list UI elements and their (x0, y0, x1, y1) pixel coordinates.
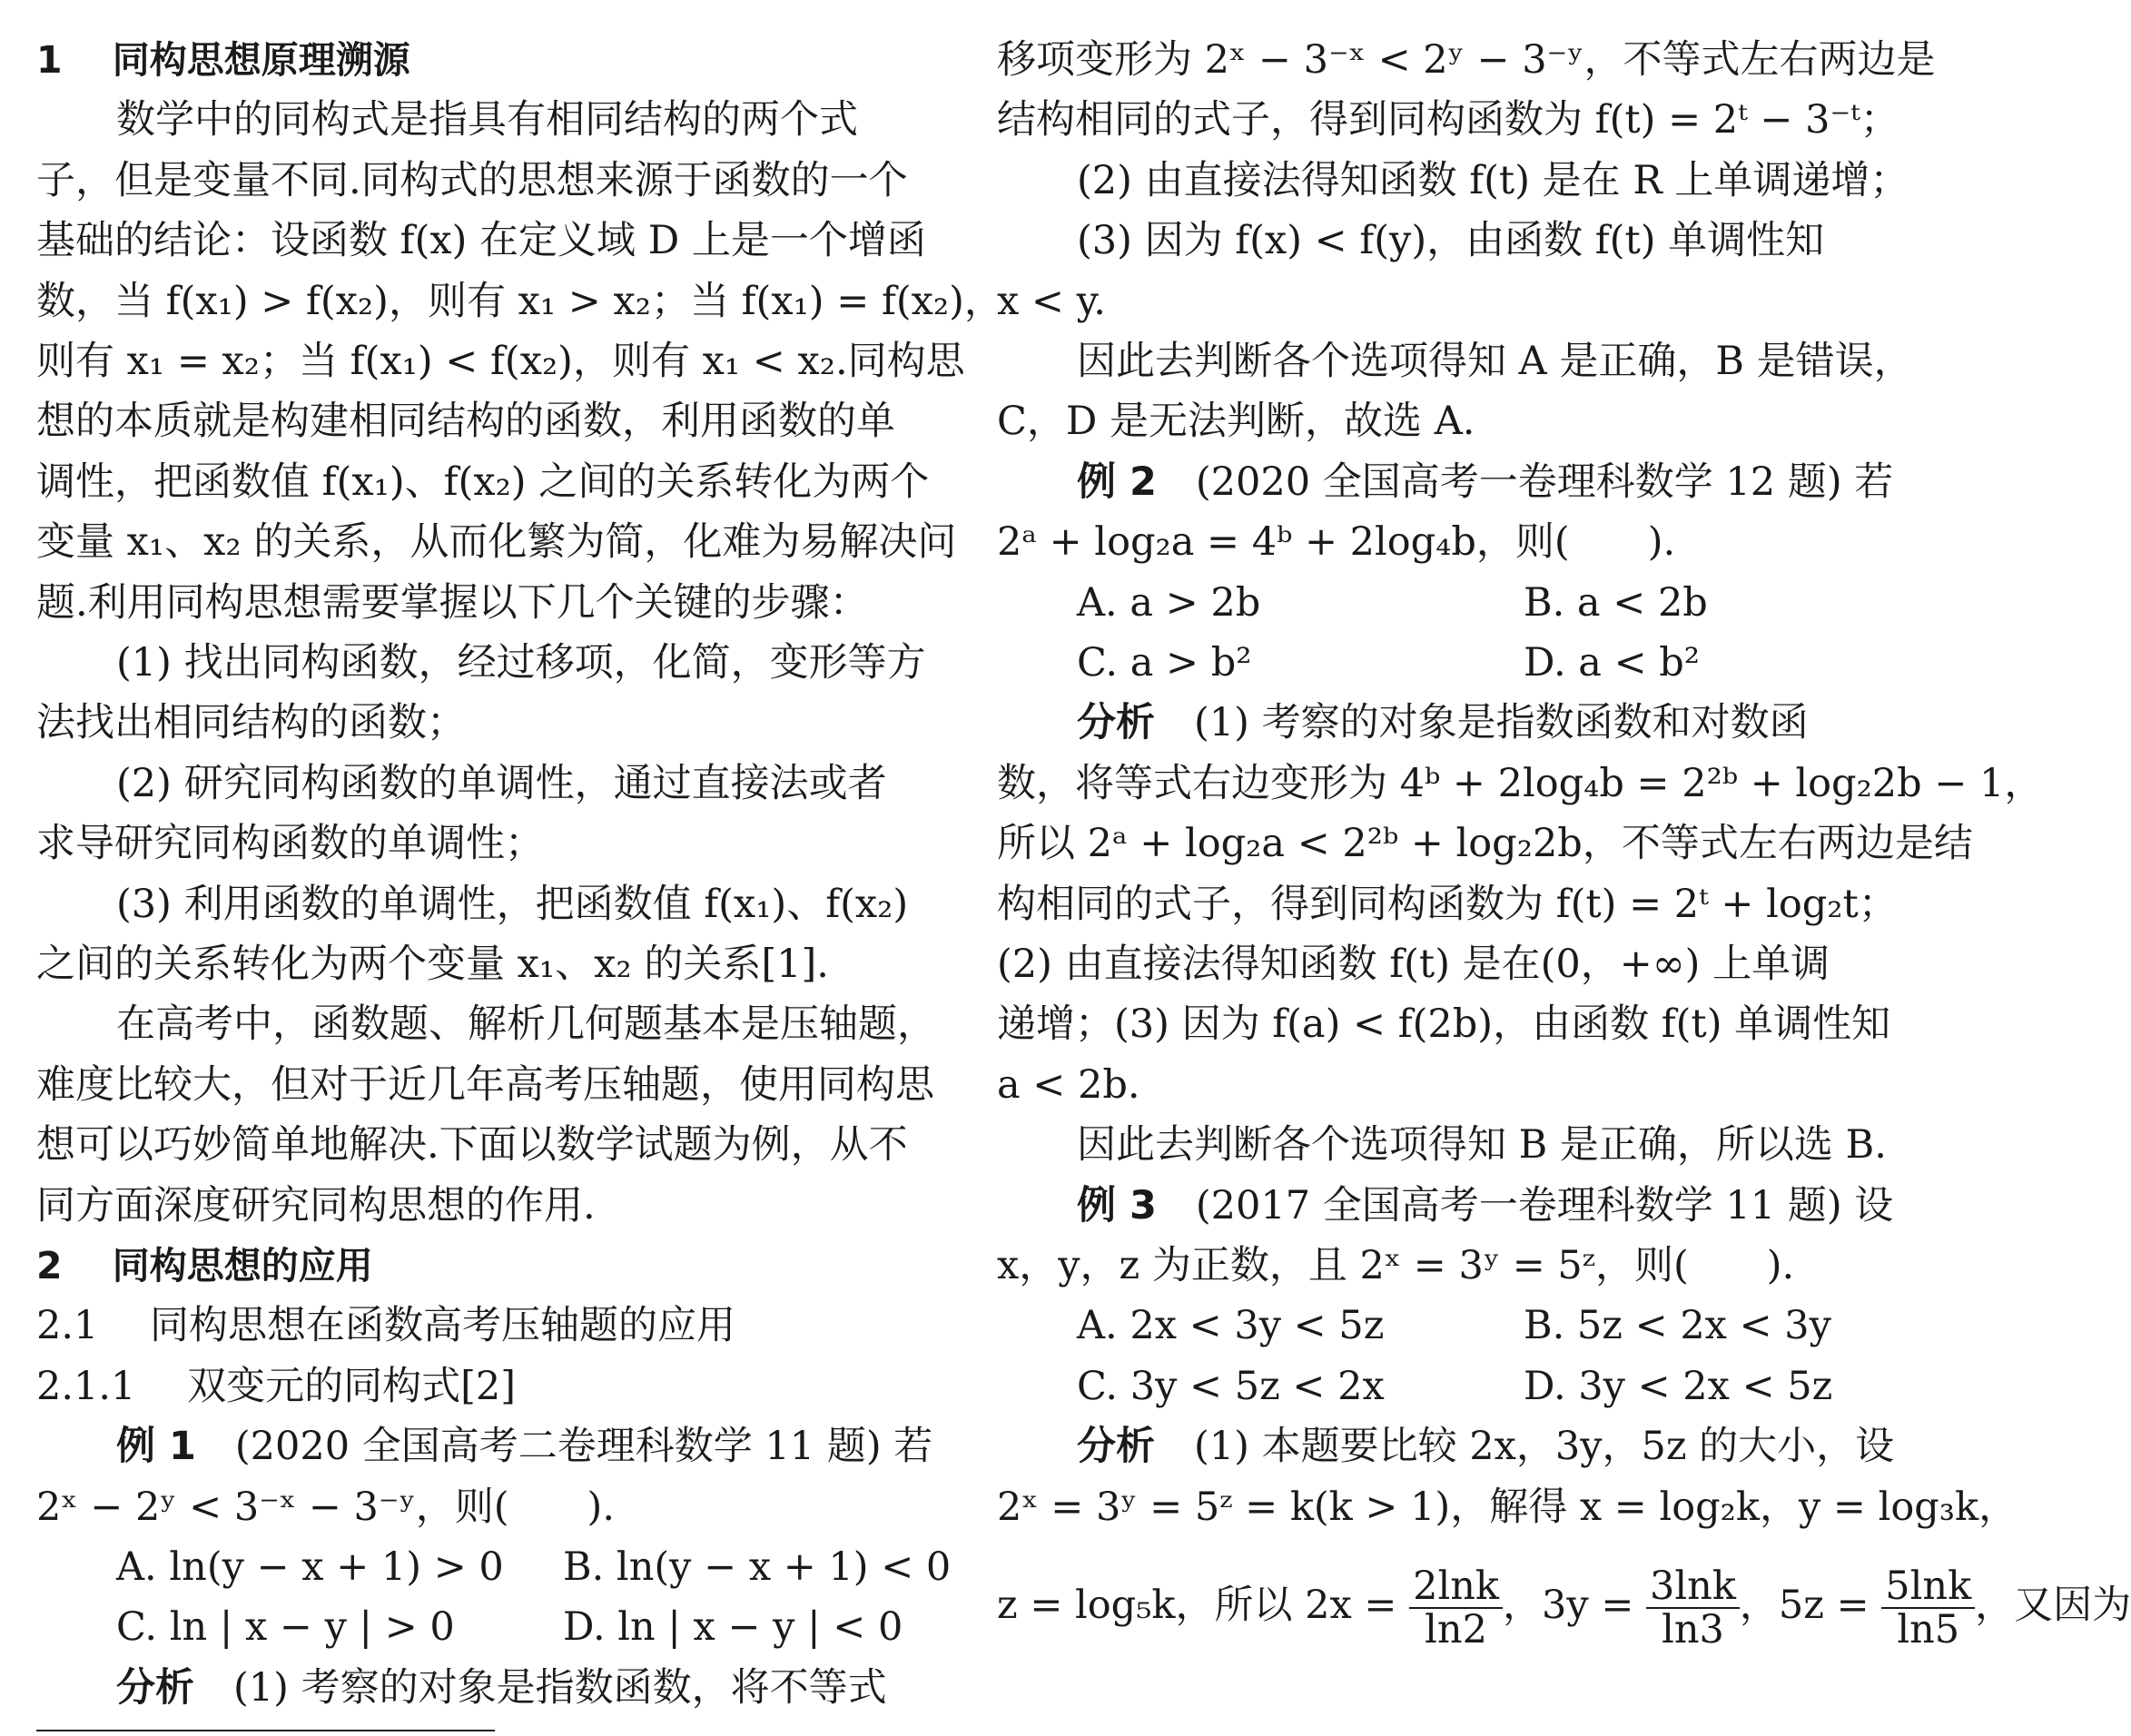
text-line: 数学中的同构式是指具有相同结构的两个式 (116, 97, 858, 143)
footnote-rule (36, 1730, 495, 1731)
example-label: 例 2 (1077, 459, 1157, 505)
fraction-denominator: ln3 (1662, 1607, 1724, 1652)
fraction (1881, 1565, 1975, 1651)
option-b: B. ln(y − x + 1) < 0 (563, 1544, 952, 1590)
option-a: A. a > 2b (1077, 579, 1261, 626)
text-line (1077, 1415, 1894, 1477)
text-line: 2ˣ − 2ʸ < 3⁻ˣ − 3⁻ʸ，则( ). (36, 1484, 616, 1530)
fraction (1409, 1565, 1503, 1651)
example-label: 例 1 (116, 1424, 196, 1470)
text-line: (2) 由直接法得知函数 f(t) 是在(0，+∞) 上单调 (997, 942, 1830, 987)
option-a: A. 2x < 3y < 5z (1077, 1303, 1385, 1349)
text-line: (3) 因为 f(x) < f(y)，由函数 f(t) 单调性知 (1077, 218, 1825, 264)
text-segment: ，3y = (1503, 1583, 1647, 1628)
text-line: 2.1.1 双变元的同构式[2] (36, 1363, 516, 1409)
option-b: D. ln | x − y | < 0 (563, 1604, 903, 1651)
text-line: 1 同构思想原理溯源 (36, 38, 410, 82)
text-line: 2.1 同构思想在函数高考压轴题的应用 (36, 1303, 736, 1349)
text-line: 想可以巧妙简单地解决.下面以数学试题为例，从不 (36, 1122, 908, 1169)
option-a: C. a > b² (1077, 640, 1252, 686)
option-b: B. 5z < 2x < 3y (1524, 1303, 1831, 1349)
fraction-denominator: ln5 (1897, 1607, 1960, 1652)
text-line: 2ˣ = 3ʸ = 5ᶻ = k(k > 1)，解得 x = log₂k，y = log₃k， (997, 1484, 2018, 1530)
text-line: 则有 x₁ = x₂；当 f(x₁) < f(x₂)，则有 x₁ < x₂.同构思 (36, 339, 965, 384)
text-line: C，D 是无法判断，故选 A. (997, 399, 1475, 445)
text-line: 调性，把函数值 f(x₁)、f(x₂) 之间的关系转化为两个 (36, 459, 930, 505)
text-line: 法找出相同结构的函数； (36, 700, 466, 746)
text-line: 因此去判断各个选项得知 B 是正确，所以选 B. (1077, 1122, 1887, 1169)
text-line (116, 1415, 932, 1477)
text-line: 想的本质就是构建相同结构的函数，利用函数的单 (36, 399, 895, 445)
example-text: (2020 全国高考二卷理科数学 11 题) 若 (195, 1424, 933, 1470)
text-line (1077, 451, 1893, 513)
text-line: x，y，z 为正数，且 2ˣ = 3ʸ = 5ᶻ，则( ). (997, 1243, 1795, 1288)
text-line: 2ᵃ + log₂a = 4ᵇ + 2log₄b，则( ). (997, 519, 1676, 566)
text-segment: ，又因为 (1975, 1583, 2131, 1628)
fraction-denominator: ln2 (1425, 1607, 1487, 1652)
option-a: A. ln(y − x + 1) > 0 (116, 1544, 504, 1590)
example-text: (1) 本题要比较 2x，3y，5z 的大小，设 (1155, 1424, 1895, 1470)
fraction-numerator: 5lnk (1881, 1565, 1975, 1609)
text-line: 在高考中，函数题、解析几何题基本是压轴题， (116, 1001, 936, 1048)
text-line: 因此去判断各个选项得知 A 是正确，B 是错误， (1077, 339, 1913, 384)
option-a: C. ln | x − y | > 0 (116, 1604, 455, 1651)
text-line: 之间的关系转化为两个变量 x₁、x₂ 的关系[1]. (36, 942, 829, 987)
example-label: 分析 (116, 1664, 194, 1711)
text-line: (1) 找出同构函数，经过移项，化简，变形等方 (116, 640, 926, 686)
text-line (116, 1657, 887, 1719)
text-line (1077, 1175, 1893, 1237)
text-line: 结构相同的式子，得到同构函数为 f(t) = 2ᵗ − 3⁻ᵗ； (997, 97, 1899, 143)
text-line: 子，但是变量不同.同构式的思想来源于函数的一个 (36, 157, 908, 203)
example-text: (1) 考察的对象是指数函数和对数函 (1155, 700, 1809, 746)
text-line: 所以 2ᵃ + log₂a < 2²ᵇ + log₂2b，不等式左右两边是结 (997, 821, 1973, 867)
text-line (36, 1536, 952, 1598)
fraction-numerator: 3lnk (1646, 1565, 1740, 1609)
fraction-numerator: 2lnk (1409, 1565, 1503, 1609)
text-line (1077, 692, 1809, 754)
example-text: (1) 考察的对象是指数函数，将不等式 (194, 1664, 887, 1711)
text-line (997, 632, 1878, 694)
example-label: 分析 (1077, 700, 1155, 746)
text-line: 构相同的式子，得到同构函数为 f(t) = 2ᵗ + log₂t； (997, 881, 1898, 927)
text-line (36, 1596, 917, 1658)
example-label: 分析 (1077, 1424, 1155, 1470)
text-line: 题.利用同构思想需要掌握以下几个关键的步骤： (36, 579, 869, 626)
text-segment: ，5z = (1739, 1583, 1882, 1628)
fraction-line (997, 1562, 2131, 1652)
text-line: 求导研究同构函数的单调性； (36, 821, 544, 867)
text-line: (2) 由直接法得知函数 f(t) 是在 R 上单调递增； (1077, 157, 1909, 203)
text-line: 递增；(3) 因为 f(a) < f(2b)，由函数 f(t) 单调性知 (997, 1001, 1891, 1048)
option-b: D. 3y < 2x < 5z (1524, 1363, 1833, 1409)
text-line: a < 2b. (997, 1061, 1140, 1108)
text-line (997, 1295, 1878, 1356)
option-b: D. a < b² (1524, 640, 1701, 686)
option-a: C. 3y < 5z < 2x (1077, 1363, 1385, 1409)
text-line: (3) 利用函数的单调性，把函数值 f(x₁)、f(x₂) (116, 881, 909, 927)
text-line: 数，将等式右边变形为 4ᵇ + 2log₄b = 2²ᵇ + log₂2b − 1， (997, 760, 2044, 806)
text-line: x < y. (997, 278, 1106, 324)
text-line (997, 572, 1878, 634)
text-line: 2 同构思想的应用 (36, 1244, 373, 1287)
text-line: 数，当 f(x₁) > f(x₂)，则有 x₁ > x₂；当 f(x₁) = f(x₂)， (36, 278, 1003, 324)
text-line: 移项变形为 2ˣ − 3⁻ˣ < 2ʸ − 3⁻ʸ，不等式左右两边是 (997, 37, 1936, 83)
text-line: 难度比较大，但对于近几年高考压轴题，使用同构思 (36, 1061, 934, 1108)
fraction (1646, 1565, 1740, 1651)
text-segment: z = log₅k，所以 2x = (997, 1583, 1410, 1628)
text-line: 变量 x₁、x₂ 的关系，从而化繁为简，化难为易解决问 (36, 519, 957, 566)
example-label: 例 3 (1077, 1182, 1157, 1228)
example-text: (2017 全国高考一卷理科数学 11 题) 设 (1156, 1182, 1894, 1228)
text-line: 同方面深度研究同构思想的作用. (36, 1182, 596, 1228)
option-b: B. a < 2b (1524, 579, 1708, 626)
text-line: (2) 研究同构函数的单调性，通过直接法或者 (116, 760, 887, 806)
text-line (997, 1356, 1878, 1417)
example-text: (2020 全国高考一卷理科数学 12 题) 若 (1156, 459, 1894, 505)
text-line: 基础的结论：设函数 f(x) 在定义域 D 上是一个增函 (36, 218, 926, 264)
